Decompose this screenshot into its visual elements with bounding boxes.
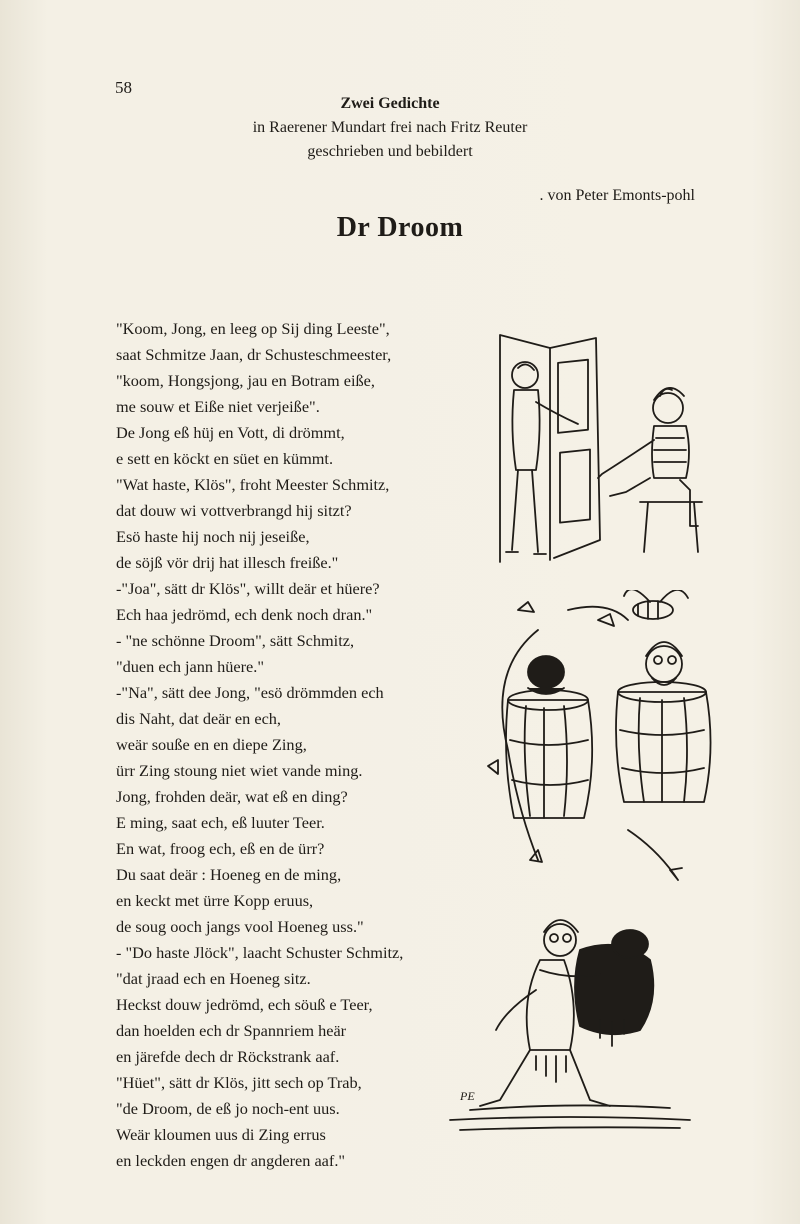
poem-line: dan hoelden ech dr Spannriem heär (116, 1021, 347, 1040)
poem-line: Jong, frohden deär, wat eß en ding? (116, 787, 348, 806)
header-line-3: geschrieben und bebildert (307, 143, 473, 160)
poem-line: "Hüet", sätt dr Klös, jitt sech op Trab, (116, 1073, 362, 1092)
poem-line: Esö haste hij noch nij jeseiße, (116, 527, 310, 546)
poem-line: -"Joa", sätt dr Klös", willt deär et hüere? (116, 579, 380, 598)
poem-line: - "Do haste Jlöck", laacht Schuster Schmitz, (116, 943, 404, 962)
poem-line: E ming, saat ech, eß luuter Teer. (116, 813, 325, 832)
poem-line: saat Schmitze Jaan, dr Schusteschmeester, (116, 345, 392, 364)
page-number: 58 (115, 78, 132, 97)
header-line-2: in Raerener Mundart frei nach Fritz Reuter (252, 119, 528, 136)
poem-line: -"Na", sätt dee Jong, "esö drömmden ech (116, 683, 384, 702)
poem-line: Heckst douw jedrömd, ech söuß e Teer, (116, 995, 373, 1014)
poem-line: en järefde dech dr Röckstrank aaf. (116, 1047, 340, 1066)
poem-line: "de Droom, de eß jo noch-ent uus. (116, 1099, 340, 1118)
artist-signature: PE (460, 1089, 475, 1103)
poem-title: Dr Droom (336, 212, 464, 243)
poem-line: "koom, Hongsjong, jau en Botram eiße, (116, 371, 375, 390)
poem-line: En wat, froog ech, eß en de ürr? (116, 839, 325, 858)
illustration-struggle-scene (440, 910, 700, 1140)
poem-line: "Wat haste, Klös", froht Meester Schmitz, (116, 475, 390, 494)
illustration-two-barrels (478, 590, 738, 890)
poem-line: en leckden engen dr angderen aaf." (116, 1151, 346, 1170)
poem-line: - "ne schönne Droom", sätt Schmitz, (116, 631, 355, 650)
illustration-shoemaker-and-boy (490, 330, 715, 570)
poem-line: dat douw wi vottverbrangd hij sitzt? (116, 501, 352, 520)
poem-line: e sett en köckt en süet en kümmt. (116, 449, 334, 468)
poem-line: ürr Zing stoung niet wiet vande ming. (116, 761, 363, 780)
poem-line: Ech haa jedrömd, ech denk noch dran." (116, 605, 373, 624)
author-credit: . von Peter Emonts-pohl (539, 187, 695, 204)
poem-header (200, 92, 580, 164)
poem-line: dis Naht, dat deär en ech, (116, 709, 282, 728)
poem-line: De Jong eß hüj en Vott, di drömmt, (116, 423, 345, 442)
header-line-1: Zwei Gedichte (340, 95, 440, 112)
poem-line: en keckt met ürre Kopp eruus, (116, 891, 314, 910)
poem-line: "Koom, Jong, en leeg op Sij ding Leeste", (116, 319, 390, 338)
poem-line: "duen ech jann hüere." (116, 657, 265, 676)
poem-line: me souw et Eiße niet verjeiße". (116, 397, 320, 416)
poem-line: de soug ooch jangs vool Hoeneg uss." (116, 917, 364, 936)
poem-line: Weär kloumen uus di Zing errus (116, 1125, 326, 1144)
poem-line: Du saat deär : Hoeneg en de ming, (116, 865, 342, 884)
poem-line: weär souße en en diepe Zing, (116, 735, 307, 754)
poem-line: de söjß vör drij hat illesch freiße." (116, 553, 339, 572)
poem-line: "dat jraad ech en Hoeneg sitz. (116, 969, 311, 988)
